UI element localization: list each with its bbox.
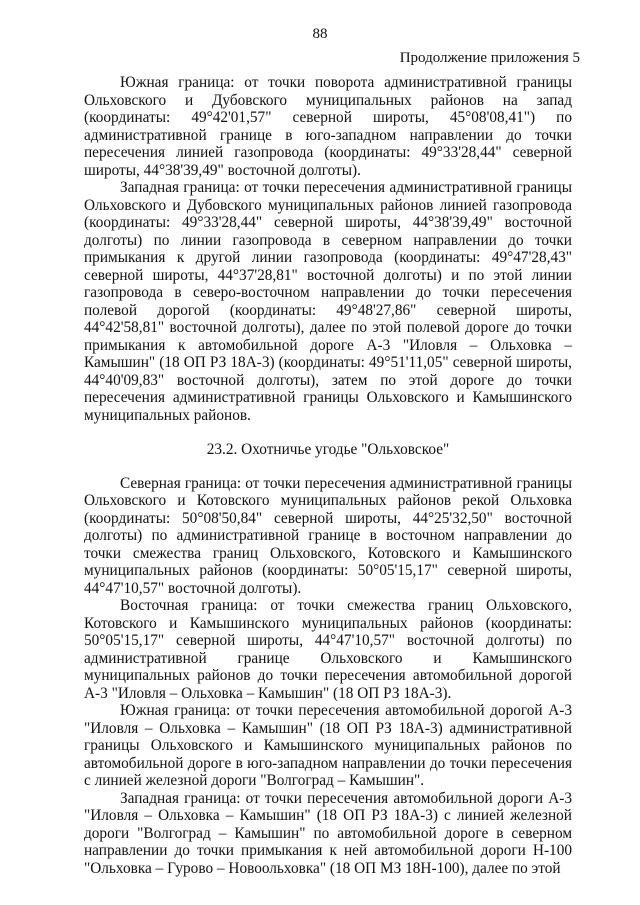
paragraph-south-boundary: Южная граница: от точки пересечения автомобильной дорогой А-3 "Иловля – Ольховка – Камышин" (18 ОП РЗ 18А-3) административной границы Ольховского и Камышинского муниципальных районов по автомобильной дороге в юго-западном направлении до точки пересечения с линией железной дороги "Волгоград – Камышин". — [84, 702, 572, 789]
appendix-continuation-note: Продолжение приложения 5 — [399, 50, 580, 66]
paragraph-west-boundary: Западная граница: от точки пересечения автомобильной дороги А-3 "Иловля – Ольховка – Камышин" (18 ОП РЗ 18А-3) с линией железной дороги "Волгоград – Камышин" по автомобильной дороге в северном направлении до точки примыкания к ней автомобильной дороги Н-100 "Ольховка – Гурово – Новоольховка" (18 ОП МЗ 18Н-100), далее по этой — [84, 789, 572, 877]
paragraph-north-boundary: Северная граница: от точки пересечения административной границы Ольховского и Котовского муниципальных районов рекой Ольховка (координаты: 50°08'50,84" северной широты, 44°25'32,50" восточной долготы) по административной границе в восточном направлении до точки смежества границ Ольховского, Котовского и Камышинского муниципальных районов (координаты: 50°05'15,17" северной широты, 44°47'10,57" восточной долготы). — [84, 474, 572, 597]
document-body — [84, 74, 572, 877]
paragraph-south-boundary-previous: Южная граница: от точки поворота административной границы Ольховского и Дубовского муниципальных районов на запад (координаты: 49°42'01,57" северной широты, 45°08'08,41") по административной границе в юго-западном направлении до точки пересечения линией газопровода (координаты: 49°33'28,44" северной широты, 44°38'39,49" восточной долготы). — [84, 74, 572, 179]
section-heading: 23.2. Охотничье угодье "Ольховское" — [206, 441, 450, 458]
page-number: 88 — [312, 26, 328, 42]
paragraph-east-boundary: Восточная граница: от точки смежества границ Ольховского, Котовского и Камышинского муниципальных районов (координаты: 50°05'15,17" северной широты, 44°47'10,57" восточной долготы) по административной границе Ольховского и Камышинского муниципальных районов до точки пересечения автомобильной дорогой А-3 "Иловля – Ольховка – Камышин" (18 ОП РЗ 18А-3). — [84, 597, 572, 702]
paragraph-west-boundary-previous: Западная граница: от точки пересечения административной границы Ольховского и Дубовского муниципальных районов линией газопровода (координаты: 49°33'28,44" северной широты, 44°38'39,49" восточной долготы) по линии газопровода в северном направлении до точки примыкания к другой линии газопровода (координаты: 49°47'28,43" северной широты, 44°37'28,81" восточной долготы) и по этой линии газопровода в северо-восточном направлении до точки пересечения полевой дорогой (координаты: 49°48'27,86" северной широты, 44°42'58,81" восточной долготы), далее по этой полевой дороге до точки примыкания к автомобильной дороге А-3 "Иловля – Ольховка – Камышин" (18 ОП РЗ 18А-3) (координаты: 49°51'11,05" северной широты, 44°40'09,83" восточной долготы), затем по этой дороге до точки пересечения административной границы Ольховского и Камышинского муниципальных районов. — [84, 179, 572, 424]
